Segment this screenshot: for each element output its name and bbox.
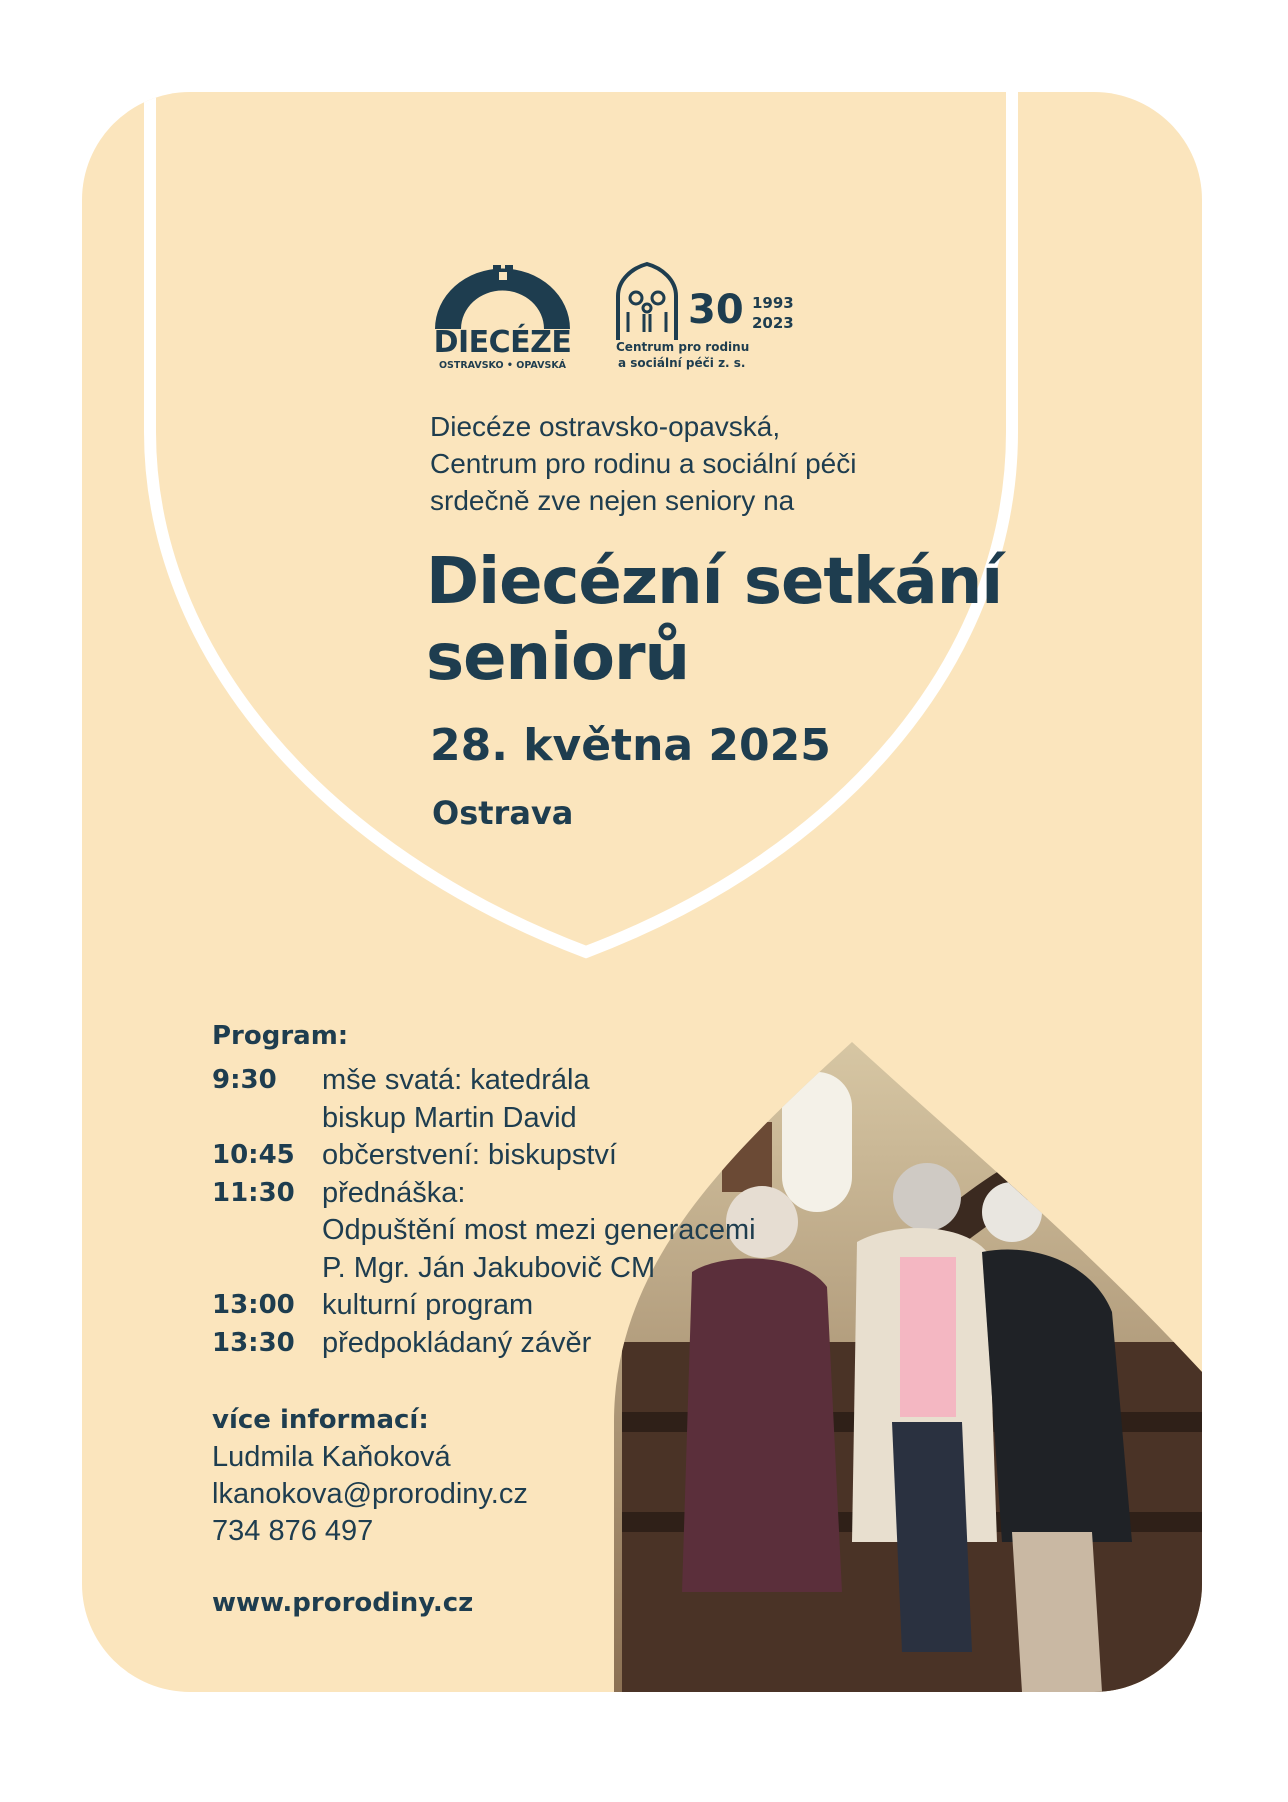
program-item	[212, 1137, 756, 1175]
program-time: 13:30	[212, 1327, 295, 1358]
program-time: 11:30	[212, 1177, 295, 1208]
contact-email[interactable]: lkanokova@prorodiny.cz	[212, 1478, 528, 1510]
program-time: 13:00	[212, 1290, 295, 1320]
event-title-line2: seniorů	[426, 621, 690, 695]
program-time: 10:45	[212, 1140, 295, 1170]
website-link[interactable]: www.prorodiny.cz	[212, 1588, 474, 1618]
poster-card	[82, 92, 1202, 1692]
contact-name: Ludmila Kaňoková	[212, 1441, 451, 1473]
program-item	[212, 1175, 756, 1213]
program-item	[212, 1062, 756, 1100]
centrum-name-line2: a sociální péči z. s.	[618, 356, 746, 370]
program-text: přednáška:	[322, 1176, 466, 1209]
program-heading: Program:	[212, 1021, 349, 1051]
program-text: kulturní program	[322, 1289, 534, 1321]
contact-phone[interactable]: 734 876 497	[212, 1515, 374, 1547]
program-item	[212, 1325, 756, 1363]
intro-line: Centrum pro rodinu a sociální péči	[430, 448, 857, 479]
program-item	[212, 1100, 756, 1138]
contact-label: více informací:	[212, 1405, 429, 1435]
diecize-arch-icon	[431, 265, 574, 329]
program-list	[212, 1062, 756, 1362]
program-item	[212, 1212, 756, 1250]
program-time	[212, 1100, 322, 1138]
anniversary-number: 30	[688, 287, 744, 333]
centrum-name-line1: Centrum pro rodinu	[616, 340, 750, 354]
event-date: 28. května 2025	[430, 720, 831, 771]
program-text: předpokládaný závěr	[322, 1326, 592, 1359]
anniversary-year-end: 2023	[752, 314, 794, 332]
centrum-logo	[614, 262, 804, 372]
program-item	[212, 1250, 756, 1288]
diecize-logo	[431, 265, 574, 375]
program-text: biskup Martin David	[322, 1101, 577, 1134]
program-time: 9:30	[212, 1065, 277, 1095]
program-text: P. Mgr. Ján Jakubovič CM	[322, 1251, 656, 1284]
anniversary-year-start: 1993	[752, 294, 794, 312]
event-city: Ostrava	[432, 794, 574, 832]
intro-line: Diecéze ostravsko-opavská,	[430, 411, 781, 442]
intro-line: srdečně zve nejen seniory na	[430, 485, 795, 516]
program-time	[212, 1212, 322, 1250]
program-text: Odpuštění most mezi generacemi	[322, 1214, 756, 1246]
diecize-logo-subtext: OSTRAVSKO • OPAVSKÁ	[438, 360, 567, 371]
invitation-intro	[430, 408, 856, 519]
program-item	[212, 1287, 756, 1325]
event-title	[426, 544, 1002, 696]
diecize-logo-text: DIECÉZE	[433, 325, 572, 360]
family-arch-icon	[614, 262, 680, 342]
program-text: mše svatá: katedrála	[322, 1064, 590, 1096]
program-text: občerstvení: biskupství	[322, 1139, 617, 1171]
contact-info	[212, 1402, 528, 1550]
program-time	[212, 1250, 322, 1288]
event-title-line1: Diecézní setkání	[426, 545, 1003, 619]
